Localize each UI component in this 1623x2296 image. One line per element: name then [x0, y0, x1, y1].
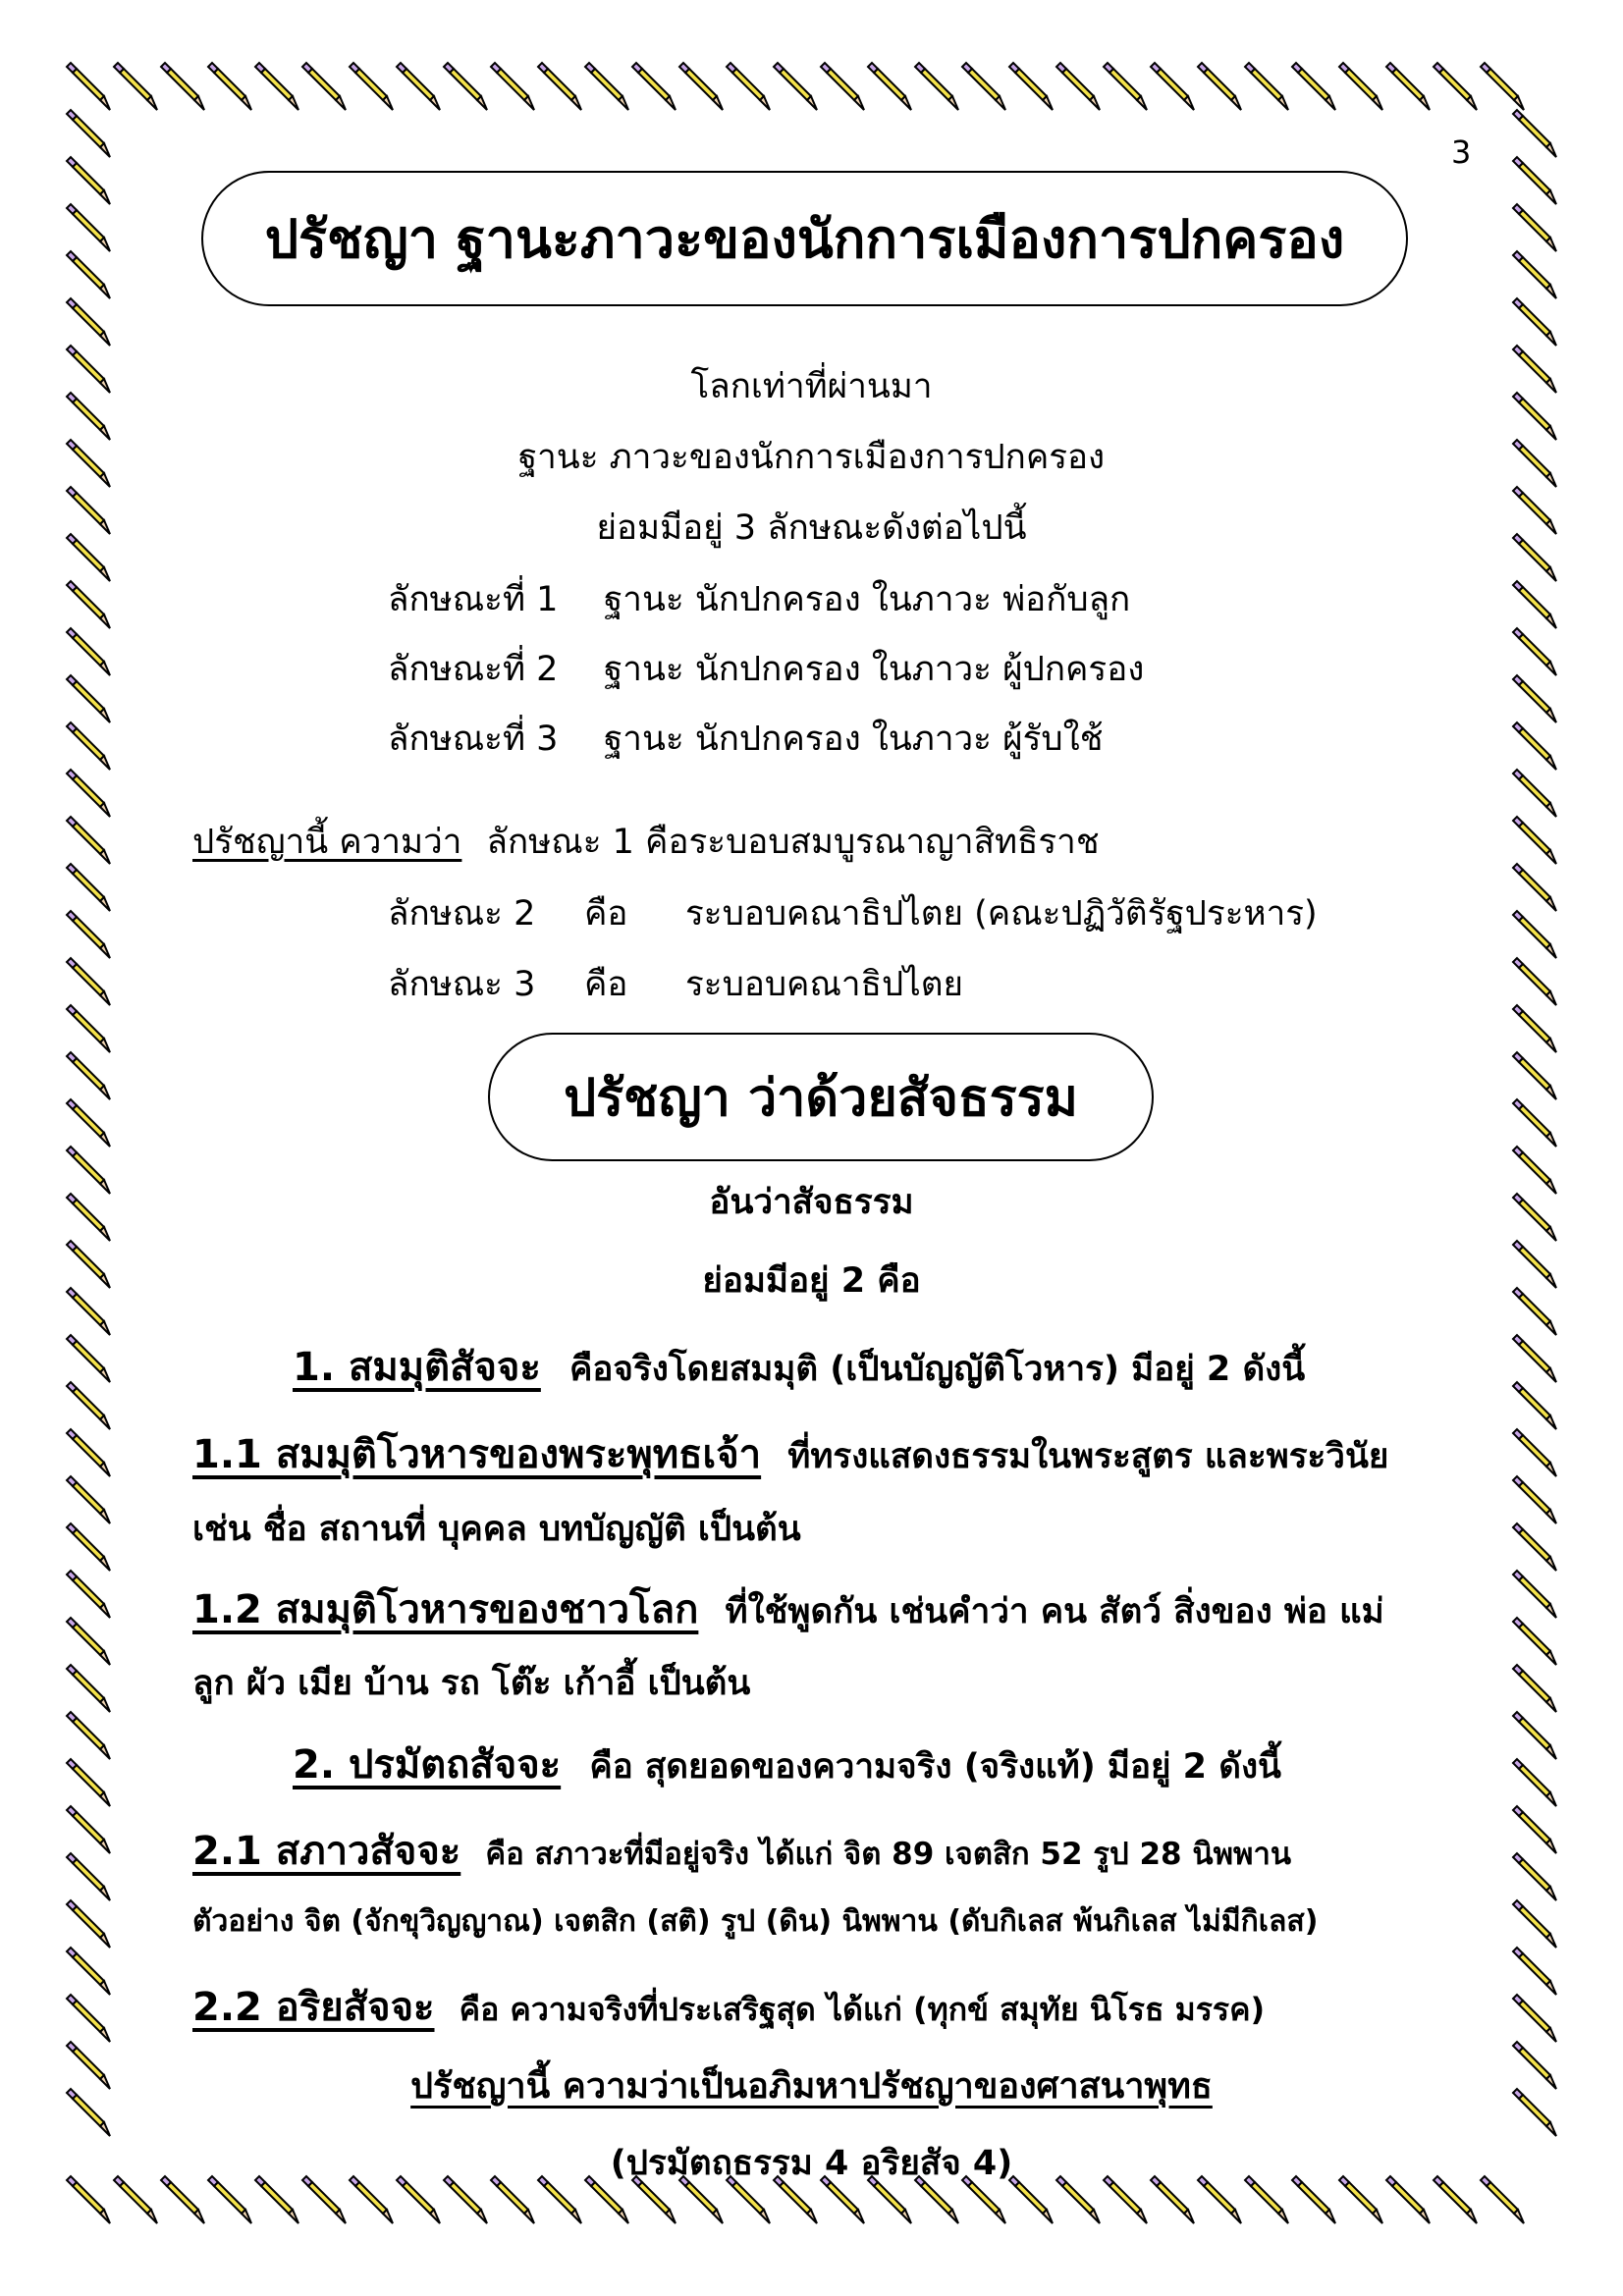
pencil-icon: [67, 1429, 110, 1476]
pencil-icon: [67, 204, 110, 251]
pencil-icon: [161, 63, 204, 110]
pencil-icon: [1513, 1853, 1556, 1900]
pencil-icon: [1513, 1335, 1556, 1382]
pencil-icon: [1198, 63, 1241, 110]
pencil-icon: [868, 63, 911, 110]
pencil-icon: [67, 63, 110, 110]
pencil-icon: [1513, 1052, 1556, 1099]
item-2-1-text: คือ สภาวะที่มีอยู่จริง ได้แก่ จิต 89 เจตสิก 52 รูป 28 นิพพาน: [485, 1837, 1292, 1872]
pencil-icon: [1513, 1806, 1556, 1853]
pencil-icon: [67, 628, 110, 675]
item-1-2-cont: ลูก ผัว เมีย บ้าน รถ โต๊ะ เก้าอี้ เป็นต้น: [192, 1664, 751, 1703]
meaning-is: คือ: [584, 965, 628, 1004]
pencil-icon: [67, 817, 110, 864]
truth1-text: คือจริงโดยสมมุติ (เป็นบัญญัติโวหาร) มีอยู่ 2 ดังนี้: [569, 1350, 1306, 1389]
pencil-icon: [679, 63, 723, 110]
pencil-icon: [255, 63, 298, 110]
pencil-icon: [1434, 63, 1477, 110]
section1-intro-line: ฐานะ ภาวะของนักการเมืองการปกครอง: [517, 438, 1106, 477]
pencil-icon: [1513, 1948, 1556, 1995]
meaning-label: ลักษณะ 2: [388, 894, 536, 934]
pencil-icon: [1513, 864, 1556, 911]
pencil-icon: [1513, 110, 1556, 157]
pencil-icon: [1513, 1665, 1556, 1712]
pencil-icon: [1009, 63, 1053, 110]
pencil-icon: [1104, 63, 1147, 110]
pencil-icon: [67, 1052, 110, 1099]
pencil-icon: [632, 63, 676, 110]
characteristic-text: ฐานะ นักปกครอง ในภาวะ ผู้ปกครอง: [604, 650, 1145, 689]
meaning-text: ระบอบคณาธิปไตย: [685, 965, 964, 1004]
pencil-icon: [67, 1099, 110, 1147]
pencil-icon: [67, 911, 110, 958]
meaning-is: คือ: [584, 894, 628, 934]
item-2-2-row: [192, 1975, 1265, 2038]
pencil-icon: [67, 1571, 110, 1618]
characteristic-label: ลักษณะที่ 2: [388, 650, 559, 689]
item-1-2-heading: 1.2 สมมุติโวหารของชาวโลก: [192, 1587, 699, 1632]
pencil-icon: [67, 1806, 110, 1853]
characteristic-label: ลักษณะที่ 3: [388, 720, 559, 759]
pencil-icon: [1513, 1476, 1556, 1523]
pencil-icon: [1513, 770, 1556, 817]
pencil-icon: [67, 1335, 110, 1382]
pencil-icon: [67, 1665, 110, 1712]
pencil-icon: [1245, 63, 1288, 110]
item-1-1-row: [192, 1422, 1388, 1485]
characteristic-text: ฐานะ นักปกครอง ในภาวะ ผู้รับใช้: [604, 720, 1104, 759]
item-2-2-heading: 2.2 อริยสัจจะ: [192, 1985, 435, 2030]
pencil-icon: [1513, 958, 1556, 1005]
pencil-icon: [1513, 1995, 1556, 2042]
truth2-text: คือ สุดยอดของความจริง (จริงแท้) มีอยู่ 2 ดังนี้: [589, 1747, 1281, 1787]
pencil-icon: [1513, 157, 1556, 204]
pencil-icon: [585, 63, 628, 110]
item-1-1-text: ที่ทรงแสดงธรรมในพระสูตร และพระวินัย: [787, 1437, 1389, 1476]
pencil-icon: [962, 63, 1005, 110]
pencil-icon: [491, 63, 534, 110]
pencil-icon: [1292, 63, 1335, 110]
section2-intro-line: ย่อมมีอยู่ 2 คือ: [702, 1261, 921, 1301]
pencil-icon: [67, 722, 110, 770]
pencil-icon: [444, 63, 487, 110]
pencil-icon: [1513, 911, 1556, 958]
pencil-icon: [302, 63, 346, 110]
note: (ปรมัตถธรรม 4 อริยสัจ 4): [610, 2144, 1013, 2183]
pencil-icon: [67, 1853, 110, 1900]
truth2-row: [293, 1733, 1281, 1795]
pencil-icon: [1513, 1382, 1556, 1429]
item-1-2-row: [192, 1577, 1384, 1640]
pencil-icon: [67, 110, 110, 157]
conclusion: ปรัชญานี้ ความว่าเป็นอภิมหาปรัชญาของศาสนาพุทธ: [410, 2066, 1213, 2107]
pencil-icon: [67, 864, 110, 911]
characteristic-label: ลักษณะที่ 1: [388, 580, 559, 619]
item-2-1-heading: 2.1 สภาวสัจจะ: [192, 1829, 461, 1874]
truth1-row: [293, 1335, 1305, 1398]
pencil-icon: [67, 1759, 110, 1806]
truth1-heading: 1. สมมุติสัจจะ: [293, 1345, 541, 1390]
pencil-icon: [915, 63, 958, 110]
pencil-icon: [1513, 1099, 1556, 1147]
pencil-icon: [1513, 722, 1556, 770]
pencil-icon: [1513, 204, 1556, 251]
meaning-first: ลักษณะ 1 คือระบอบสมบูรณาญาสิทธิราช: [486, 823, 1100, 862]
pencil-icon: [67, 1523, 110, 1571]
pencil-icon: [114, 63, 157, 110]
pencil-icon: [1513, 1900, 1556, 1948]
pencil-icon: [67, 1382, 110, 1429]
section2-intro-line: อันว่าสัจธรรม: [709, 1183, 914, 1222]
pencil-icon: [67, 1995, 110, 2042]
pencil-icon: [1513, 817, 1556, 864]
pencil-icon: [67, 1948, 110, 1995]
pencil-icon: [397, 63, 440, 110]
pencil-icon: [67, 251, 110, 298]
pencil-icon: [67, 675, 110, 722]
pencil-icon: [1386, 63, 1430, 110]
section2-title-box: [488, 1033, 1154, 1161]
item-2-1-row: [192, 1819, 1291, 1882]
pencil-icon: [67, 1005, 110, 1052]
item-2-1-cont: ตัวอย่าง จิต (จักขุวิญญาณ) เจตสิก (สติ) รูป (ดิน) นิพพาน (ดับกิเลส พ้นกิเลส ไม่มีกิเลส): [192, 1904, 1319, 1939]
pencil-icon: [1513, 1571, 1556, 1618]
pencil-icon: [67, 958, 110, 1005]
pencil-icon: [1513, 251, 1556, 298]
pencil-icon: [727, 63, 770, 110]
meaning-text: ระบอบคณาธิปไตย (คณะปฏิวัติรัฐประหาร): [685, 894, 1318, 934]
section2-title: ปรัชญา ว่าด้วยสัจธรรม: [564, 1069, 1078, 1128]
characteristic-text: ฐานะ นักปกครอง ในภาวะ พ่อกับลูก: [604, 580, 1131, 619]
pencil-icon: [1513, 1712, 1556, 1759]
pencil-icon: [538, 63, 581, 110]
pencil-icon: [67, 157, 110, 204]
pencil-icon: [1339, 63, 1382, 110]
section1-intro-line: โลกเท่าที่ผ่านมา: [690, 367, 933, 406]
section1-title: ปรัชญา ฐานะภาวะของนักการเมืองการปกครอง: [264, 208, 1345, 270]
pencil-icon: [67, 298, 110, 346]
pencil-icon: [1513, 581, 1556, 628]
item-1-2-text: ที่ใช้พูดกัน เช่นคำว่า คน สัตว์ สิ่งของ พ่อ แม่: [725, 1592, 1384, 1631]
pencil-icon: [1513, 1618, 1556, 1665]
pencil-icon: [1513, 1759, 1556, 1806]
pencil-icon: [1151, 63, 1194, 110]
pencil-icon: [67, 581, 110, 628]
pencil-icon: [1513, 1005, 1556, 1052]
pencil-icon: [1056, 63, 1100, 110]
item-2-2-text: คือ ความจริงที่ประเสริฐสุด ได้แก่ (ทุกข์ สมุทัย นิโรธ มรรค): [459, 1991, 1266, 2028]
section1-intro-line: ย่อมมีอยู่ 3 ลักษณะดังต่อไปนี้: [596, 508, 1027, 548]
item-1-1-heading: 1.1 สมมุติโวหารของพระพุทธเจ้า: [192, 1432, 762, 1477]
pencil-icon: [208, 63, 251, 110]
pencil-icon: [1481, 63, 1524, 110]
pencil-icon: [350, 63, 393, 110]
pencil-icon: [1513, 628, 1556, 675]
truth2-heading: 2. ปรมัตถสัจจะ: [293, 1742, 562, 1788]
pencil-icon: [67, 1712, 110, 1759]
pencil-icon: [774, 63, 817, 110]
pencil-icon: [821, 63, 864, 110]
meaning-row: [192, 815, 1100, 869]
section1-title-box: [201, 171, 1408, 306]
pencil-icon: [67, 1900, 110, 1948]
pencil-icon: [67, 1618, 110, 1665]
pencil-icon: [1513, 298, 1556, 346]
meaning-heading: ปรัชญานี้ ความว่า: [192, 823, 462, 862]
item-1-1-cont: เช่น ชื่อ สถานที่ บุคคล บทบัญญัติ เป็นต้น: [192, 1510, 801, 1549]
meaning-label: ลักษณะ 3: [388, 965, 536, 1004]
pencil-icon: [1513, 1523, 1556, 1571]
pencil-icon: [1513, 675, 1556, 722]
pencil-icon: [1513, 1429, 1556, 1476]
pencil-icon: [67, 1476, 110, 1523]
page-number: 3: [1451, 133, 1472, 171]
pencil-icon: [67, 770, 110, 817]
